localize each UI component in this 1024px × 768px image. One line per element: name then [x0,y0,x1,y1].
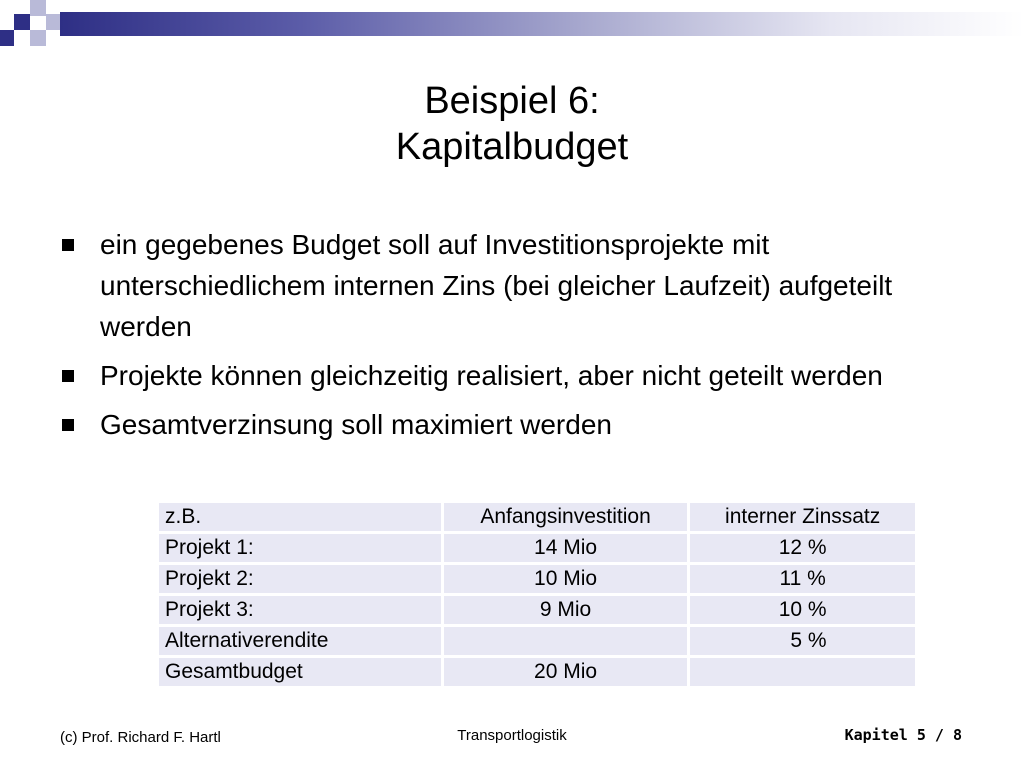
slide-title [0,78,1024,170]
table-row [158,626,917,657]
deco-square-lavender [30,0,46,16]
header-cell: z.B. [158,502,443,533]
table-cell: 9 Mio [442,595,689,626]
title-line-2: Kapitalbudget [395,126,629,168]
footer-chapter: Kapitel 5 / 8 [844,726,962,744]
header-cell: Anfangsinvestition [442,502,689,533]
table-cell: 20 Mio [442,657,689,688]
bullet-square-icon [62,239,74,251]
table-cell: Alternativerendite [158,626,443,657]
table-row [158,595,917,626]
header-gradient-bar [60,12,1024,36]
table-cell: 5 % [689,626,917,657]
footer-author: (c) Prof. Richard F. Hartl [60,729,221,746]
table-cell: 11 % [689,564,917,595]
table-cell: 10 Mio [442,564,689,595]
bullet-item [62,224,942,347]
table-cell: Projekt 2: [158,564,443,595]
table-cell: Projekt 3: [158,595,443,626]
table-row [158,657,917,688]
deco-square-navy-2 [0,30,14,46]
table-row [158,533,917,564]
table-cell: Projekt 1: [158,533,443,564]
table-cell [442,626,689,657]
header-cell: interner Zinssatz [689,502,917,533]
bullet-item [62,404,942,445]
bullet-item [62,355,942,396]
deco-square-navy [14,14,30,30]
table-cell: Gesamtbudget [158,657,443,688]
footer-course: Transportlogistik [457,727,567,744]
bullet-text: Projekte können gleichzeitig realisiert, aber nicht geteilt werden [100,360,883,391]
bullet-square-icon [62,419,74,431]
table-cell: 12 % [689,533,917,564]
bullet-list [62,224,942,453]
bullet-text: Gesamtverzinsung soll maximiert werden [100,409,612,440]
table-row [158,564,917,595]
table-cell: 14 Mio [442,533,689,564]
table-cell [689,657,917,688]
table-header-row [158,502,917,533]
bullet-text: ein gegebenes Budget soll auf Investitionsprojekte mit unterschiedlichem internen Zins (bei gleicher Laufzeit) aufgeteilt werden [100,229,893,342]
project-table [156,500,918,689]
title-line-1: Beispiel 6: [424,80,600,122]
table-cell: 10 % [689,595,917,626]
bullet-square-icon [62,370,74,382]
deco-square-lavender-3 [30,30,46,46]
